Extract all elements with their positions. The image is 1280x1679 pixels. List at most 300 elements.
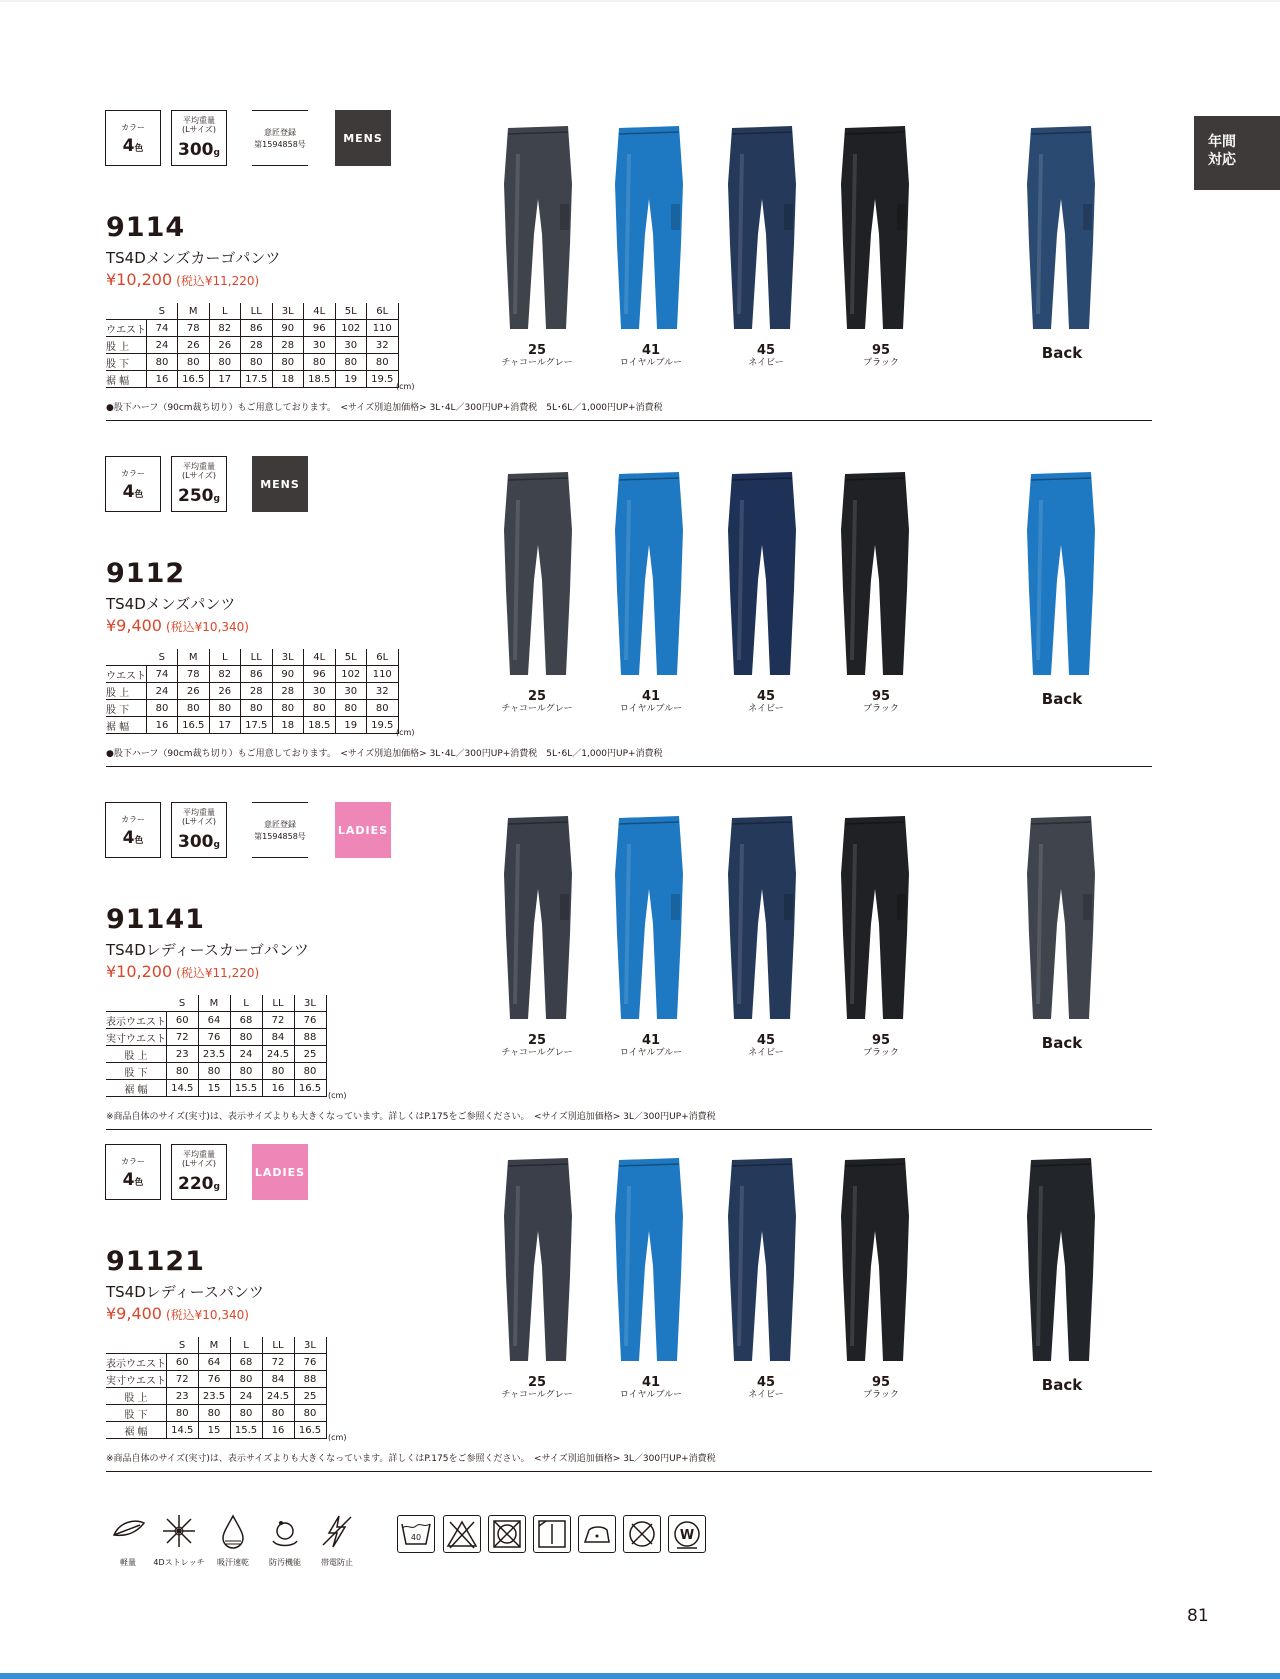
bottom-bar [0,1673,1280,1679]
size-cell: 19.5 [367,371,399,388]
color-label [711,690,821,714]
weight-box [171,110,227,166]
price-with-tax: (税込¥11,220) [176,966,260,980]
size-header-cell: M [178,303,210,320]
color-label [596,1376,706,1400]
weight-unit: g [213,494,220,504]
back-label [1007,1378,1117,1392]
size-cell: 72 [167,1029,199,1046]
price-value: ¥9,400 [106,1304,162,1323]
size-cell: 84 [262,1029,294,1046]
size-cell: 96 [304,320,336,337]
size-cell: 32 [367,337,399,354]
feature-4 [255,1513,315,1568]
size-cell: 80 [335,700,367,717]
size-row [106,666,398,683]
size-header-blank [106,303,147,320]
care-symbol-3 [488,1515,526,1553]
size-cell: 18.5 [304,717,336,734]
size-cell: 17.5 [241,717,273,734]
size-row [106,1354,326,1371]
size-cell: 78 [178,320,210,337]
feature-5 [307,1513,367,1568]
size-cell: 23.5 [198,1046,230,1063]
unit-cm: (cm) [396,728,415,737]
color-count-box [105,456,161,512]
color-count-number: 4 [122,136,135,156]
size-table [106,995,327,1097]
size-header-row [106,1337,326,1354]
price-with-tax: (税込¥10,340) [165,620,249,634]
size-cell: 28 [241,683,273,700]
size-cell: 80 [262,1063,294,1080]
pants-25-icon [500,814,578,1024]
color-label [482,1376,592,1400]
size-cell: 80 [230,1063,262,1080]
size-header-cell: 3L [294,995,326,1012]
color-label [711,344,821,368]
weight-box [171,802,227,858]
product-section [0,456,1280,796]
size-cell: 18.5 [304,371,336,388]
color-label [711,1034,821,1058]
color-count-unit: 色 [134,144,144,154]
size-cell: 25 [294,1388,326,1405]
size-cell: 76 [294,1354,326,1371]
pants-95-icon [837,1156,915,1366]
color-number: 45 [756,1375,776,1390]
weight-label-2: (Lサイズ) [181,471,217,480]
care-symbol-5 [578,1515,616,1553]
size-cell: 25 [294,1046,326,1063]
pant-image-25 [500,814,578,1028]
color-name: ブラック [863,1048,899,1058]
size-cell: 24 [230,1046,262,1063]
color-name: ネイビー [748,704,784,714]
reg-line1: 意匠登録 [264,128,296,137]
feature-label: 軽量 [120,1558,136,1567]
color-name: ネイビー [748,358,784,368]
product-name: TS4Dレディースパンツ [106,1283,264,1301]
color-count-number: 4 [122,828,135,848]
color-number: 45 [756,1033,776,1048]
color-name: ブラック [863,704,899,714]
size-row [106,354,398,371]
size-cell: 86 [241,320,273,337]
color-count-unit: 色 [134,836,144,846]
section-divider [106,1471,1152,1472]
weight-label-1: 平均重量 [183,116,215,125]
product-price [106,270,259,289]
size-header-row [106,649,398,666]
size-cell: 30 [335,337,367,354]
stretch-arrows-icon [161,1513,197,1549]
unit-cm: (cm) [328,1091,347,1100]
color-name: ネイビー [748,1390,784,1400]
color-label [482,344,592,368]
color-count-box [105,110,161,166]
size-header-cell: M [198,1337,230,1354]
top-rule [0,0,1280,2]
size-cell: 26 [178,683,210,700]
size-cell: 80 [335,354,367,371]
pant-image-95 [837,814,915,1028]
pant-image-45 [724,1156,802,1370]
color-number: 41 [641,1375,661,1390]
size-cell: 80 [262,1405,294,1422]
color-name: ブラック [863,1390,899,1400]
size-cell: 74 [147,666,178,683]
feature-label: 吸汗速乾 [217,1558,249,1567]
size-cell: 30 [304,683,336,700]
size-cell: 17 [209,717,241,734]
size-cell: 64 [198,1012,230,1029]
size-row [106,1063,326,1080]
size-header-cell: L [209,303,241,320]
size-header-cell: M [198,995,230,1012]
size-cell: 80 [147,354,178,371]
size-cell: 28 [272,337,304,354]
size-note: ●股下ハーフ（90cm裁ち切り）もご用意しております。 <サイズ別追加価格> 3L･4L／300円UP+消費税 5L･6L／1,000円UP+消費税 [106,749,663,759]
size-header-blank [106,995,167,1012]
size-cell: 80 [230,1029,262,1046]
design-registration [252,110,308,166]
size-cell: 80 [294,1063,326,1080]
size-cell: 84 [262,1371,294,1388]
size-table [106,303,399,388]
size-cell: 24.5 [262,1388,294,1405]
size-header-cell: 6L [367,649,399,666]
size-cell: 14.5 [167,1422,199,1439]
reg-line2: 第1594858号 [254,832,306,841]
color-label [826,690,936,714]
pants-41-icon [611,124,689,334]
pants-95-icon [837,470,915,680]
iron-low-icon [579,1516,615,1552]
color-label [596,690,706,714]
page-number: 81 [1187,1606,1209,1626]
color-label [482,690,592,714]
size-header-cell: L [209,649,241,666]
ladies-tag: LADIES [335,802,391,858]
pant-image-41 [611,470,689,684]
weight-value [172,832,226,852]
weight-value [172,1174,226,1194]
color-count-unit: 色 [134,490,144,500]
size-header-cell: 3L [272,649,304,666]
pants-41-icon [611,470,689,680]
color-name: チャコールグレー [501,1390,573,1400]
size-cell: 68 [230,1012,262,1029]
price-with-tax: (税込¥10,340) [165,1308,249,1322]
side-tab-line1: 年間 [1208,134,1236,150]
size-cell: 80 [367,354,399,371]
size-row-label: 股 上 [106,683,147,700]
size-cell: 80 [272,700,304,717]
size-cell: 30 [335,683,367,700]
size-cell: 82 [209,320,241,337]
color-number: 95 [871,343,891,358]
size-cell: 24 [147,683,178,700]
color-number: 45 [756,343,776,358]
size-row-label: 裾 幅 [106,717,147,734]
size-cell: 26 [209,337,241,354]
color-count-label: カラー [121,1157,145,1166]
pants-back-icon [1023,1156,1101,1366]
size-cell: 90 [272,666,304,683]
color-count-box [105,1144,161,1200]
product-section [0,802,1280,1142]
size-cell: 30 [304,337,336,354]
product-price [106,616,249,635]
size-cell: 15.5 [230,1422,262,1439]
size-cell: 110 [367,666,399,683]
size-cell: 88 [294,1371,326,1388]
color-number: 25 [527,343,547,358]
color-number: 25 [527,689,547,704]
pants-45-icon [724,470,802,680]
size-cell: 80 [294,1405,326,1422]
size-note: ●股下ハーフ（90cm裁ち切り）もご用意しております。 <サイズ別追加価格> 3L･4L／300円UP+消費税 5L･6L／1,000円UP+消費税 [106,403,663,413]
pants-41-icon [611,1156,689,1366]
weight-label-1: 平均重量 [183,1150,215,1159]
size-cell: 80 [304,354,336,371]
pants-45-icon [724,814,802,1024]
size-table [106,1337,327,1439]
color-number: 41 [641,689,661,704]
size-header-row [106,303,398,320]
size-cell: 60 [167,1354,199,1371]
size-row-label: 表示ウエスト [106,1012,167,1029]
size-cell: 72 [262,1354,294,1371]
color-number: 41 [641,343,661,358]
weight-box [171,1144,227,1200]
feature-label: 4Dストレッチ [153,1558,205,1567]
size-row-label: 裾 幅 [106,1080,167,1097]
size-header-cell: 3L [272,303,304,320]
size-row [106,717,398,734]
size-row [106,371,398,388]
size-cell: 17.5 [241,371,273,388]
size-cell: 80 [230,1405,262,1422]
size-header-cell: 4L [304,303,336,320]
size-row-label: 股 上 [106,1046,167,1063]
color-count-value [106,1170,160,1190]
product-section [0,1144,1280,1484]
size-header-cell: 4L [304,649,336,666]
size-cell: 96 [304,666,336,683]
color-name: ロイヤルブルー [619,1048,683,1058]
wet-clean-icon [669,1516,705,1552]
size-cell: 80 [241,354,273,371]
color-number: 25 [527,1375,547,1390]
color-number: 41 [641,1033,661,1048]
color-label [826,1034,936,1058]
weight-box [171,456,227,512]
size-cell: 72 [262,1012,294,1029]
weight-label-1: 平均重量 [183,808,215,817]
care-symbol-4 [533,1515,571,1553]
size-cell: 16 [147,717,178,734]
back-label-text: Back [1041,690,1083,708]
size-header-cell: S [167,995,199,1012]
size-cell: 16.5 [178,717,210,734]
pants-back-icon [1023,470,1101,680]
care-symbol-1 [397,1515,435,1553]
price-with-tax: (税込¥11,220) [176,274,260,288]
svg-text:40: 40 [410,1533,422,1542]
color-name: ネイビー [748,1048,784,1058]
feature-label: 防汚機能 [269,1558,301,1567]
size-header-cell: 5L [335,303,367,320]
pant-image-41 [611,814,689,1028]
size-cell: 64 [198,1354,230,1371]
pants-95-icon [837,124,915,334]
size-header-cell: LL [241,303,273,320]
size-cell: 23.5 [198,1388,230,1405]
size-cell: 26 [178,337,210,354]
feather-icon [110,1513,146,1549]
size-cell: 16 [262,1422,294,1439]
pants-45-icon [724,124,802,334]
size-cell: 80 [272,354,304,371]
pant-image-back [1023,814,1101,1028]
size-row [106,1046,326,1063]
size-cell: 90 [272,320,304,337]
size-cell: 80 [167,1063,199,1080]
size-cell: 80 [209,354,241,371]
size-row [106,700,398,717]
pant-image-45 [724,470,802,684]
color-count-label: カラー [121,815,145,824]
size-cell: 80 [167,1405,199,1422]
size-cell: 78 [178,666,210,683]
back-label [1007,692,1117,706]
size-row-label: 裾 幅 [106,1422,167,1439]
unit-cm: (cm) [328,1433,347,1442]
product-name: TS4Dメンズカーゴパンツ [106,249,281,267]
size-header-cell: LL [262,1337,294,1354]
size-cell: 80 [178,354,210,371]
size-cell: 28 [272,683,304,700]
back-label [1007,1036,1117,1050]
pant-image-95 [837,124,915,338]
product-section [0,110,1280,450]
size-row-label: 股 上 [106,337,147,354]
size-cell: 16.5 [294,1422,326,1439]
size-cell: 80 [198,1405,230,1422]
size-row [106,337,398,354]
size-cell: 110 [367,320,399,337]
pant-image-25 [500,1156,578,1370]
size-cell: 80 [178,700,210,717]
size-cell: 14.5 [167,1080,199,1097]
size-cell: 86 [241,666,273,683]
size-cell: 26 [209,683,241,700]
size-cell: 72 [167,1371,199,1388]
weight-label-1: 平均重量 [183,462,215,471]
color-label [596,344,706,368]
back-label [1007,346,1117,360]
weight-unit: g [213,840,220,850]
product-name: TS4Dレディースカーゴパンツ [106,941,309,959]
size-row [106,1012,326,1029]
pants-25-icon [500,470,578,680]
color-number: 25 [527,1033,547,1048]
pant-image-back [1023,124,1101,338]
size-cell: 80 [241,700,273,717]
size-row-label: 股 下 [106,354,147,371]
product-code: 9112 [106,558,186,589]
size-header-cell: LL [262,995,294,1012]
size-cell: 24 [230,1388,262,1405]
pant-image-41 [611,1156,689,1370]
reg-line2: 第1594858号 [254,140,306,149]
price-value: ¥10,200 [106,962,173,981]
size-cell: 16 [147,371,178,388]
care-symbol-6 [623,1515,661,1553]
size-cell: 15 [198,1080,230,1097]
size-cell: 88 [294,1029,326,1046]
size-cell: 15.5 [230,1080,262,1097]
size-header-cell: S [167,1337,199,1354]
size-row-label: 裾 幅 [106,371,147,388]
size-cell: 80 [198,1063,230,1080]
size-cell: 18 [272,717,304,734]
product-price [106,962,259,981]
size-cell: 16.5 [178,371,210,388]
pant-image-95 [837,1156,915,1370]
size-cell: 16 [262,1080,294,1097]
ladies-tag: LADIES [252,1144,308,1200]
color-label [711,1376,821,1400]
dirt-guard-icon [267,1513,303,1549]
size-row-label: ウエスト [106,666,147,683]
weight-number: 220 [178,1174,214,1194]
size-cell: 76 [198,1029,230,1046]
color-count-label: カラー [121,469,145,478]
line-dry-shade-icon [534,1516,570,1552]
color-number: 95 [871,1033,891,1048]
pant-image-45 [724,814,802,1028]
unit-cm: (cm) [396,382,415,391]
back-label-text: Back [1041,344,1083,362]
size-row-label: ウエスト [106,320,147,337]
back-label-text: Back [1041,1034,1083,1052]
size-cell: 19 [335,371,367,388]
weight-label-2: (Lサイズ) [181,125,217,134]
pant-image-25 [500,124,578,338]
weight-unit: g [213,1182,220,1192]
back-label-text: Back [1041,1376,1083,1394]
size-row [106,1371,326,1388]
weight-value [172,140,226,160]
size-cell: 76 [294,1012,326,1029]
weight-value [172,486,226,506]
size-header-cell: 3L [294,1337,326,1354]
size-header-cell: LL [241,649,273,666]
color-count-value [106,482,160,502]
color-label [596,1034,706,1058]
size-cell: 15 [198,1422,230,1439]
size-row [106,1388,326,1405]
size-cell: 24 [147,337,178,354]
size-header-blank [106,649,147,666]
color-label [826,344,936,368]
size-row-label: 股 下 [106,700,147,717]
size-cell: 18 [272,371,304,388]
color-count-value [106,828,160,848]
